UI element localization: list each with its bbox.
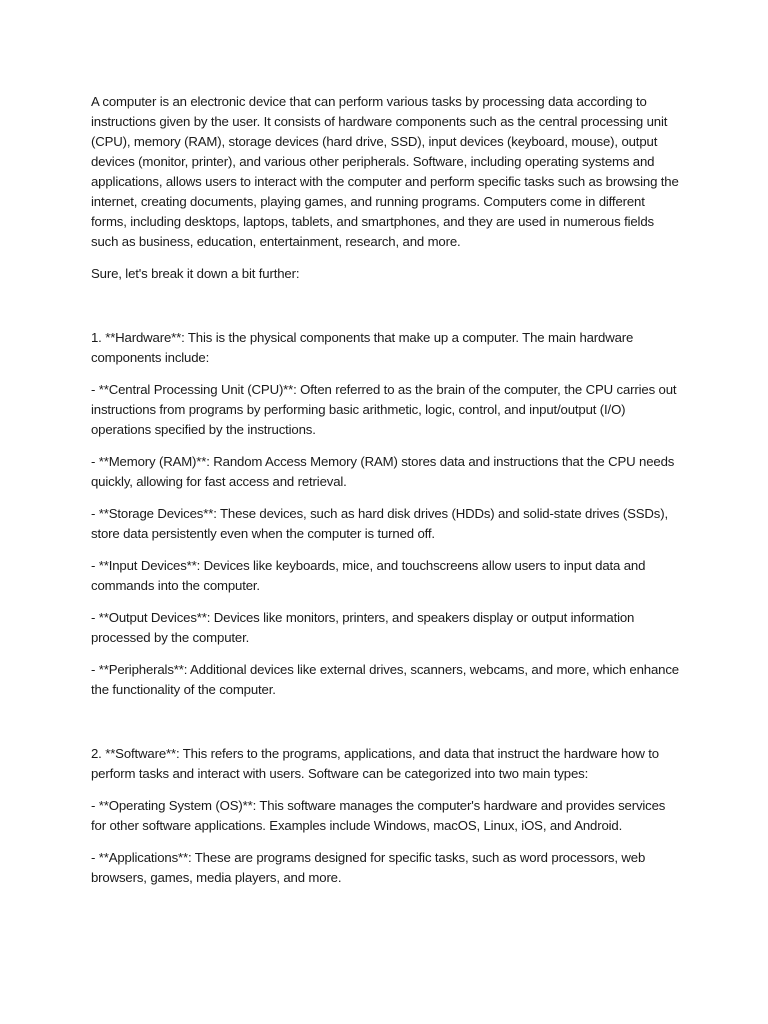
hardware-item-cpu: - **Central Processing Unit (CPU)**: Often referred to as the brain of the computer, the CPU carries out instructions from programs by performing basic arithmetic, logic, control, and input/output (I/O) operations specified by the instructions. (91, 382, 677, 437)
software-item-os: - **Operating System (OS)**: This software manages the computer's hardware and provides services for other software applications. Examples include Windows, macOS, Linux, iOS, and Android. (91, 798, 666, 833)
hardware-item-memory: - **Memory (RAM)**: Random Access Memory (RAM) stores data and instructions that the CPU needs quickly, allowing for fast access and retrieval. (91, 454, 675, 489)
hardware-item-output: - **Output Devices**: Devices like monitors, printers, and speakers display or output information processed by the computer. (91, 610, 635, 645)
hardware-item-input: - **Input Devices**: Devices like keyboards, mice, and touchscreens allow users to input data and commands into the computer. (91, 558, 646, 593)
hardware-item-peripherals: - **Peripherals**: Additional devices like external drives, scanners, webcams, and more, which enhance the functionality of the computer. (91, 662, 679, 697)
hardware-heading: 1. **Hardware**: This is the physical components that make up a computer. The main hardware components include: (91, 330, 634, 365)
software-item-applications: - **Applications**: These are programs designed for specific tasks, such as word processors, web browsers, games, media players, and more. (91, 850, 646, 885)
hardware-item-storage: - **Storage Devices**: These devices, such as hard disk drives (HDDs) and solid-state drives (SSDs), store data persistently even when the computer is turned off. (91, 506, 668, 541)
document-body (91, 92, 681, 888)
intro-paragraph: A computer is an electronic device that can perform various tasks by processing data according to instructions given by the user. It consists of hardware components such as the central processing unit (CPU), memory (RAM), storage devices (hard drive, SSD), input devices (keyboard, mouse), output devices (monitor, printer), and various other peripherals. Software, including operating systems and applications, allows users to interact with the computer and perform specific tasks such as browsing the internet, creating documents, playing games, and running programs. Computers come in different forms, including desktops, laptops, tablets, and smartphones, and they are used in numerous fields such as business, education, entertainment, research, and more. (91, 94, 679, 249)
followup-paragraph: Sure, let's break it down a bit further: (91, 266, 300, 281)
software-heading: 2. **Software**: This refers to the programs, applications, and data that instruct the hardware how to perform tasks and interact with users. Software can be categorized into two main types: (91, 746, 659, 781)
